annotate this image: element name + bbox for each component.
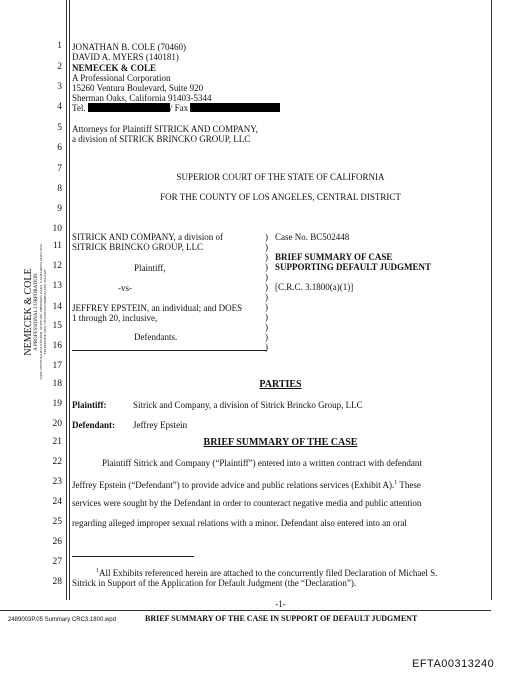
footnote-text-1: All Exhibits referenced herein are attached to the concurrently filed Declaration of Michael S. — [99, 568, 438, 578]
caption-paren: ) — [265, 302, 268, 312]
line-number: 1 — [57, 41, 62, 51]
document-title-2: SUPPORTING DEFAULT JUDGMENT — [275, 262, 432, 272]
caption-paren: ) — [265, 282, 268, 292]
summary-heading: BRIEF SUMMARY OF THE CASE — [203, 437, 358, 448]
line-number: 19 — [52, 399, 62, 409]
summary-line-23 — [72, 478, 421, 490]
line-number: 6 — [57, 143, 62, 153]
plaintiff-label: Plaintiff, — [134, 263, 166, 273]
footnote-ref: 1 — [394, 480, 398, 486]
caption-underline — [72, 350, 267, 351]
summary-line-23-text: Jeffrey Epstein (“Defendant”) to provide advice and public relations services (Exhibit A). — [72, 480, 395, 490]
footer-rule — [0, 610, 491, 611]
line-number: 18 — [52, 379, 62, 389]
right-margin-line — [491, 0, 492, 600]
attorneys-for-line-2: a division of SITRICK BRINCKO GROUP, LLC — [72, 134, 251, 144]
defendant-party-label: Defendant: — [72, 420, 115, 430]
firm-name: NEMECEK & COLE — [72, 63, 157, 73]
summary-line-22: Plaintiff Sitrick and Company (“Plaintiff”) entered into a written contract with defendant — [102, 458, 422, 468]
court-county: FOR THE COUNTY OF LOS ANGELES, CENTRAL DISTRICT — [160, 192, 401, 202]
left-margin-line-2 — [69, 0, 70, 600]
line-number: 2 — [57, 62, 62, 72]
redaction — [190, 103, 280, 112]
sidebar-phone: TELEPHONE (818) 788-9500 FACSIMILE (818) 501-0328 — [43, 269, 47, 355]
firm-city: Sherman Oaks, California 91403-5344 — [72, 93, 212, 103]
line-number: 17 — [52, 361, 62, 371]
bates-number: EFTA00313240 — [412, 658, 495, 670]
caption-paren: ) — [265, 292, 268, 302]
redaction — [88, 103, 170, 112]
line-number: 14 — [52, 302, 62, 312]
attorney-line-2: DAVID A. MYERS (140181) — [72, 52, 179, 62]
parties-heading: PARTIES — [259, 379, 302, 390]
document-title-1: BRIEF SUMMARY OF CASE — [275, 252, 393, 262]
case-number: Case No. BC502448 — [275, 232, 350, 242]
fax-label: / Fax — [169, 103, 189, 113]
footnote-marker: 1 — [96, 568, 99, 574]
caption-paren: ) — [265, 252, 268, 262]
attorney-line-1: JONATHAN B. COLE (70460) — [72, 42, 186, 52]
line-number: 12 — [52, 261, 62, 271]
line-number: 15 — [52, 321, 62, 331]
footer-file-id: 2489003P.05 Summary CRC3.1800.wpd — [8, 617, 116, 623]
footnote-line-1 — [96, 566, 437, 578]
line-number: 16 — [52, 341, 62, 351]
line-number: 24 — [52, 497, 62, 507]
footnote-separator — [72, 556, 194, 557]
footnote-line-2: Sitrick in Support of the Application for Default Judgment (the “Declaration”). — [72, 578, 357, 588]
line-number: 13 — [52, 281, 62, 291]
crc-reference: [C.R.C. 3.1800(a)(1)] — [275, 282, 354, 292]
left-margin-line — [66, 0, 67, 600]
caption-paren: ) — [265, 342, 268, 352]
line-number: 3 — [57, 82, 62, 92]
line-number: 26 — [52, 537, 62, 547]
line-number: 9 — [57, 204, 62, 214]
summary-line-23-end: These — [399, 480, 421, 490]
line-number: 11 — [52, 241, 62, 251]
caption-paren: ) — [265, 272, 268, 282]
caption-paren: ) — [265, 262, 268, 272]
line-number: 8 — [57, 184, 62, 194]
caption-paren: ) — [265, 332, 268, 342]
sidebar-firm: NEMECEK & COLE — [23, 268, 34, 356]
line-number: 25 — [52, 517, 62, 527]
line-number: 21 — [52, 437, 62, 447]
summary-line-24: services were sought by the Defendant in order to counteract negative media and public attention — [72, 498, 422, 508]
court-name: SUPERIOR COURT OF THE STATE OF CALIFORNIA — [176, 172, 385, 182]
summary-line-25: regarding alleged improper sexual relations with a minor. Defendant also entered into an oral — [72, 518, 407, 528]
footer-title: BRIEF SUMMARY OF THE CASE IN SUPPORT OF DEFAULT JUDGMENT — [145, 614, 418, 623]
versus: -vs- — [118, 283, 132, 293]
defendant-party-value: Jeffrey Epstein — [133, 420, 188, 430]
caption-paren: ) — [265, 312, 268, 322]
defendant-label: Defendants. — [134, 332, 178, 342]
caption-paren: ) — [265, 242, 268, 252]
line-number: 10 — [52, 224, 62, 234]
line-number: 7 — [57, 164, 62, 174]
tel-label: Tel. — [72, 103, 86, 113]
plaintiff-party-value: Sitrick and Company, a division of Sitrick Brincko Group, LLC — [133, 400, 363, 410]
line-number: 27 — [52, 557, 62, 567]
line-number: 5 — [57, 123, 62, 133]
defendant-caption-1: JEFFREY EPSTEIN, an individual; and DOES — [72, 303, 243, 313]
caption-paren: ) — [265, 322, 268, 332]
attorneys-for-line-1: Attorneys for Plaintiff SITRICK AND COMPANY, — [72, 124, 258, 134]
line-number: 4 — [57, 102, 62, 112]
firm-phone-line — [72, 103, 280, 113]
plaintiff-caption-1: SITRICK AND COMPANY, a division of — [72, 232, 224, 242]
firm-corp: A Professional Corporation — [72, 73, 171, 83]
line-number: 23 — [52, 477, 62, 487]
plaintiff-caption-2: SITRICK BRINCKO GROUP, LLC — [72, 242, 204, 252]
firm-address: 15260 Ventura Boulevard, Suite 920 — [72, 83, 204, 93]
caption-paren: ) — [265, 232, 268, 242]
line-number: 22 — [52, 457, 62, 467]
sidebar-address: 15260 VENTURA BOULEVARD, SUITE 920, SHERMAN OAKS, CALIFORNIA 91403-5344 — [39, 244, 43, 380]
plaintiff-party-label: Plaintiff: — [72, 400, 107, 410]
defendant-caption-2: 1 through 20, inclusive, — [72, 313, 158, 323]
line-number: 28 — [52, 577, 62, 587]
sidebar-corp: A PROFESSIONAL CORPORATION — [34, 273, 39, 351]
page-number: -1- — [275, 599, 286, 609]
line-number: 20 — [52, 419, 62, 429]
